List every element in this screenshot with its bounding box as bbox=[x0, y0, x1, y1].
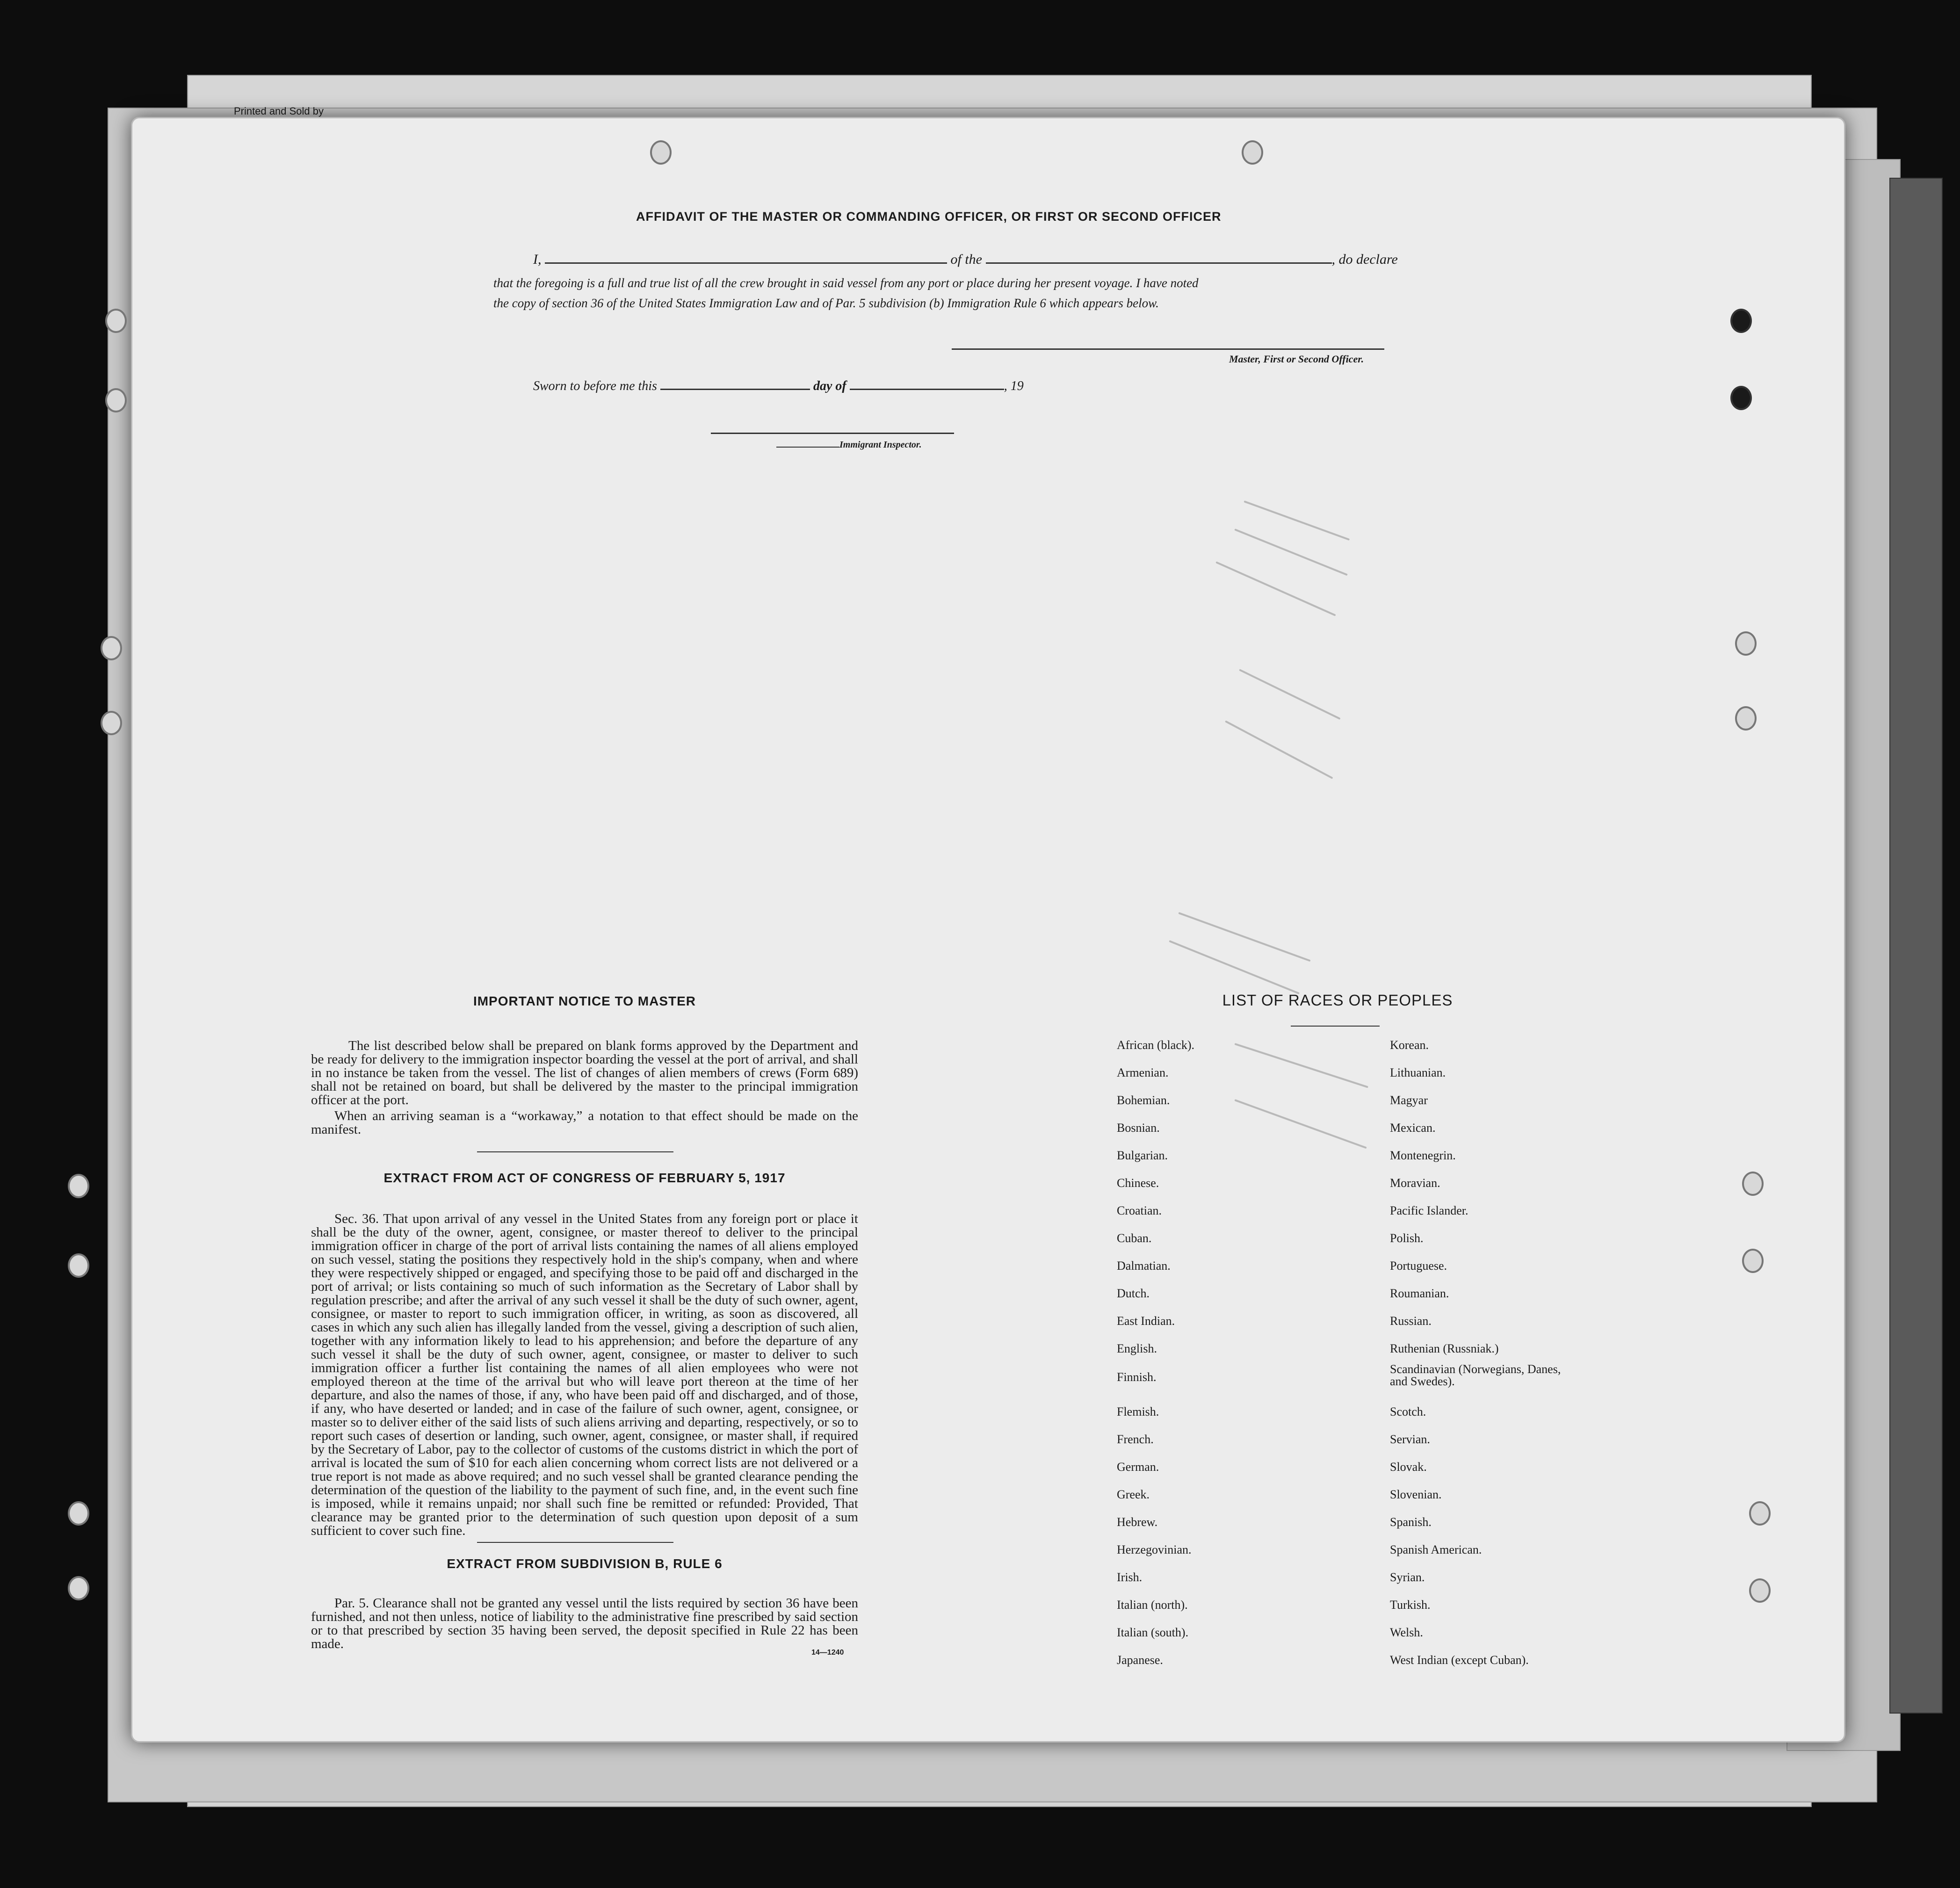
race-item: Spanish. bbox=[1390, 1515, 1432, 1529]
notice-heading: IMPORTANT NOTICE TO MASTER bbox=[473, 994, 696, 1008]
divider bbox=[477, 1542, 673, 1543]
race-item: Armenian. bbox=[1117, 1066, 1169, 1079]
race-item: Moravian. bbox=[1390, 1176, 1440, 1190]
race-item: German. bbox=[1117, 1460, 1159, 1474]
affidavit-line-1 bbox=[533, 252, 1398, 268]
race-item: Hebrew. bbox=[1117, 1515, 1158, 1529]
race-item: Pacific Islander. bbox=[1390, 1204, 1468, 1217]
race-item: Herzegovinian. bbox=[1117, 1543, 1192, 1556]
race-item: Slovenian. bbox=[1390, 1488, 1442, 1501]
race-item: Bohemian. bbox=[1117, 1093, 1170, 1107]
race-item: Scotch. bbox=[1390, 1405, 1426, 1418]
rule-extract-heading: EXTRACT FROM SUBDIVISION B, RULE 6 bbox=[447, 1556, 723, 1571]
affidavit-declare: , do declare bbox=[1331, 252, 1398, 267]
race-item: Slovak. bbox=[1390, 1460, 1427, 1474]
race-item: Bulgarian. bbox=[1117, 1149, 1168, 1162]
race-item: Dalmatian. bbox=[1117, 1259, 1171, 1273]
race-item: Roumanian. bbox=[1390, 1287, 1449, 1300]
race-item: Polish. bbox=[1390, 1231, 1424, 1245]
inspector-line bbox=[776, 440, 922, 450]
race-item: Japanese. bbox=[1117, 1653, 1163, 1667]
punch-hole-icon bbox=[1749, 1578, 1771, 1603]
printer-credit: Printed and Sold by bbox=[234, 105, 324, 117]
race-item: Russian. bbox=[1390, 1314, 1432, 1328]
race-item: Scandinavian (Norwegians, Danes, and Swedes). bbox=[1390, 1362, 1561, 1388]
punch-hole-icon bbox=[1749, 1501, 1771, 1526]
race-item: Korean. bbox=[1390, 1038, 1429, 1052]
punch-hole-icon bbox=[68, 1253, 89, 1278]
punch-hole-icon bbox=[1735, 706, 1757, 731]
affidavit-of-the: of the bbox=[950, 252, 982, 267]
inspector-label: Immigrant Inspector. bbox=[839, 440, 922, 450]
race-item: Dutch. bbox=[1117, 1287, 1150, 1300]
master-name-field bbox=[545, 262, 947, 264]
divider bbox=[477, 1151, 673, 1152]
race-item: Montenegrin. bbox=[1390, 1149, 1456, 1162]
punch-hole-icon bbox=[650, 140, 672, 165]
sworn-month-field bbox=[850, 389, 1004, 390]
punch-hole-icon bbox=[1730, 309, 1752, 333]
signature-label: Master, First or Second Officer. bbox=[1229, 353, 1364, 365]
sworn-year: , 19 bbox=[1004, 379, 1024, 393]
punch-hole-icon bbox=[68, 1174, 89, 1198]
race-item: Flemish. bbox=[1117, 1405, 1159, 1418]
punch-hole-icon bbox=[105, 309, 127, 333]
signature-line bbox=[952, 348, 1384, 350]
sworn-line bbox=[533, 379, 1024, 394]
race-item: Italian (south). bbox=[1117, 1626, 1189, 1639]
vessel-name-field bbox=[986, 262, 1332, 264]
punch-hole-icon bbox=[105, 388, 127, 412]
sworn-day-of: day of bbox=[813, 379, 846, 393]
punch-hole-icon bbox=[1242, 140, 1263, 165]
punch-hole-icon bbox=[68, 1501, 89, 1526]
race-item: East Indian. bbox=[1117, 1314, 1175, 1328]
race-item: Portuguese. bbox=[1390, 1259, 1447, 1273]
punch-hole-icon bbox=[101, 711, 122, 735]
race-item: Turkish. bbox=[1390, 1598, 1431, 1612]
sworn-start: Sworn to before me this bbox=[533, 379, 657, 393]
race-item: Syrian. bbox=[1390, 1570, 1425, 1584]
affidavit-i: I, bbox=[533, 252, 542, 267]
act-extract-text: Sec. 36. That upon arrival of any vessel in the United States from any foreign port or place it shall be the duty of the owner, agent, consignee, or master thereof to deliver to the principal immigration officer in charge of the port of arrival lists containing the names of all aliens employed on such vessel, stating the positions they respectively hold in the ship's company, when and where they were respectively shipped or engaged, and specifying those to be paid off and discharged in the port of arrival; or lists containing so much of such information as the Secretary of Labor shall by regulation prescribe; and after the arrival of any such vessel it shall be the duty of such owner, agent, consignee, or master to report to such immigration officer, in writing, as soon as discovered, all cases in which any such alien has illegally landed from the vessel, giving a description of such alien, together with any information likely to lead to his apprehension; and before the departure of any such vessel it shall be the duty of such owner, agent, consignee, or master to deliver to such immigration officer a further list containing the names of all alien employees who were not employed thereon at the time of the arrival but who will leave port thereon at the time of her departure, and also the names of those, if any, who have been paid off and discharged, and of those, if any, who have deserted or landed; and in case of the failure of such owner, agent, consignee, or master so to deliver either of the said lists of such aliens arriving and departing, respectively, or so to report such cases of desertion or landing, such owner, agent, consignee, or master shall, if required by the Secretary of Labor, pay to the collector of customs of the customs district in which the port of arrival is located the sum of $10 for each alien concerning whom correct lists are not delivered or a true report is not made as above required; and no such vessel shall be granted clearance pending the determination of the question of the liability to the payment of such fine, and, in the event such fine is imposed, while it remains unpaid; nor shall such fine be remitted or refunded: Provided, That clearance may be granted prior to the determination of such question upon deposit of a sum sufficient to cover such fine. bbox=[311, 1211, 858, 1538]
race-item: Ruthenian (Russniak.) bbox=[1390, 1342, 1499, 1355]
race-item: Chinese. bbox=[1117, 1176, 1159, 1190]
rule-extract-text: Par. 5. Clearance shall not be granted any vessel until the lists required by section 36 have been furnished, and not then unless, notice of liability to the administrative fine prescribed by said section or to that prescribed by section 35 having been served, the deposit specified in Rule 22 has been made. bbox=[311, 1596, 858, 1651]
race-item: Servian. bbox=[1390, 1432, 1430, 1446]
race-item: Spanish American. bbox=[1390, 1543, 1482, 1556]
race-item: Finnish. bbox=[1117, 1370, 1157, 1384]
race-item: English. bbox=[1117, 1342, 1157, 1355]
race-item: Bosnian. bbox=[1117, 1121, 1160, 1135]
act-extract-heading: EXTRACT FROM ACT OF CONGRESS OF FEBRUARY 5, 1917 bbox=[383, 1171, 786, 1185]
affidavit-line-3: the copy of section 36 of the United States Immigration Law and of Par. 5 subdivision (b) Immigration Rule 6 which appears below. bbox=[493, 296, 1159, 310]
sworn-day-field bbox=[660, 389, 810, 390]
affidavit-line-2: that the foregoing is a full and true list of all the crew brought in said vessel from any port or place during her present voyage. I have noted bbox=[493, 276, 1199, 290]
punch-hole-icon bbox=[1735, 631, 1757, 656]
races-heading: LIST OF RACES OR PEOPLES bbox=[1222, 991, 1453, 1009]
race-item: Magyar bbox=[1390, 1093, 1428, 1107]
notice-paragraph-2: When an arriving seaman is a “workaway,” a notation to that effect should be made on the manifest. bbox=[311, 1108, 858, 1137]
form-number: 14—1240 bbox=[811, 1649, 844, 1657]
punch-hole-icon bbox=[1742, 1249, 1764, 1273]
punch-hole-icon bbox=[1742, 1172, 1764, 1196]
punch-hole-icon bbox=[1730, 386, 1752, 410]
race-item: Cuban. bbox=[1117, 1231, 1152, 1245]
punch-hole-icon bbox=[68, 1576, 89, 1600]
affidavit-title: AFFIDAVIT OF THE MASTER OR COMMANDING OFFICER, OR FIRST OR SECOND OFFICER bbox=[636, 210, 1222, 224]
punch-hole-icon bbox=[101, 636, 122, 660]
race-item: French. bbox=[1117, 1432, 1154, 1446]
right-dark-edge bbox=[1889, 178, 1943, 1714]
race-item: Greek. bbox=[1117, 1488, 1150, 1501]
notice-paragraph-1: The list described below shall be prepared on blank forms approved by the Department and be ready for delivery to the immigration inspector boarding the vessel at the port of arrival, and shall in no instance be taken from the vessel. The list of changes of alien members of crews (Form 689) shall not be retained on board, but shall be delivered by the master to the principal immigration officer at the port. bbox=[311, 1038, 858, 1107]
race-item: Italian (north). bbox=[1117, 1598, 1188, 1612]
race-item: Mexican. bbox=[1390, 1121, 1436, 1135]
inspector-signature-line bbox=[711, 433, 954, 434]
divider bbox=[1291, 1026, 1380, 1027]
race-item: African (black). bbox=[1117, 1038, 1195, 1052]
race-item: Croatian. bbox=[1117, 1204, 1162, 1217]
race-item: Irish. bbox=[1117, 1570, 1143, 1584]
race-item: Lithuanian. bbox=[1390, 1066, 1446, 1079]
inspector-name-field bbox=[776, 447, 839, 448]
race-item: Welsh. bbox=[1390, 1626, 1423, 1639]
race-item: West Indian (except Cuban). bbox=[1390, 1653, 1529, 1667]
